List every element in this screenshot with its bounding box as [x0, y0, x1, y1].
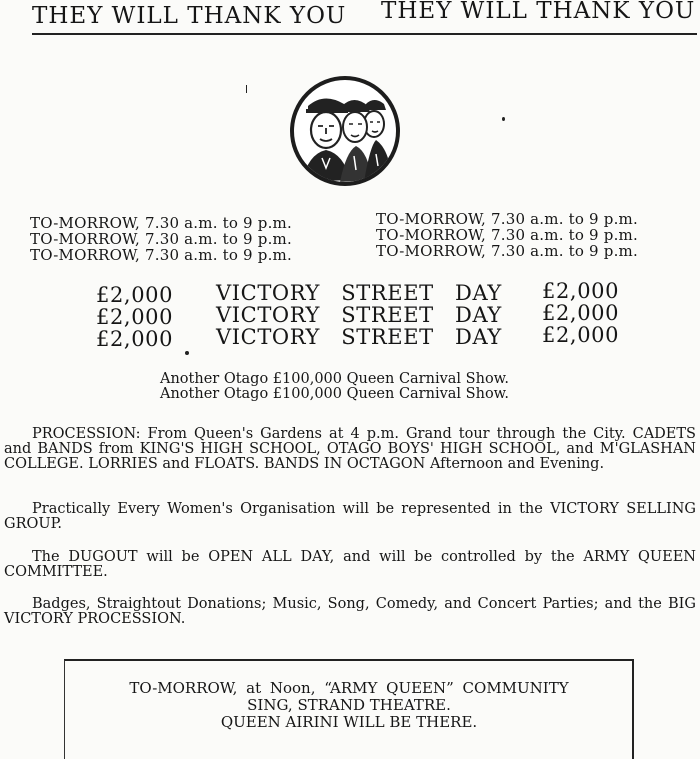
- notice-line: SING, STRAND THEATRE.: [247, 696, 451, 714]
- notice-line: QUEEN AIRINI WILL BE THERE.: [220, 713, 478, 731]
- ink-speck: [185, 351, 189, 355]
- schedule-line: TO-MORROW, 7.30 a.m. to 9 p.m.: [376, 226, 638, 244]
- schedule-right: [376, 211, 638, 259]
- victory-title: VICTORY STREET DAY: [216, 303, 502, 327]
- schedule-line: TO-MORROW, 7.30 a.m. to 9 p.m.: [30, 230, 292, 248]
- amount: £2,000: [96, 327, 174, 351]
- notice-line: TO-MORROW, at Noon, “ARMY QUEEN” COMMUNITY: [129, 679, 569, 697]
- victory-left-amounts: [96, 284, 173, 350]
- schedule-left: [30, 215, 292, 263]
- schedule-line: TO-MORROW, 7.30 a.m. to 9 p.m.: [30, 214, 292, 232]
- ink-speck: [246, 85, 247, 93]
- victory-title: VICTORY STREET DAY: [216, 325, 502, 349]
- schedule-line: TO-MORROW, 7.30 a.m. to 9 p.m.: [30, 246, 292, 264]
- header-rule: [32, 33, 697, 35]
- amount: £2,000: [96, 283, 174, 307]
- procession-paragraph: PROCESSION: From Queen's Gardens at 4 p.m. Grand tour through the City. CADETS and BANDS from KING'S HIGH SCHOOL, OTAGO BOYS' HIGH SCHOOL, and M'GLASHAN COLLEGE. LORRIES and FLOATS. BANDS IN OCTAGON Afternoon and Evening.: [4, 426, 696, 472]
- carnival-notice: [160, 372, 509, 402]
- amount: £2,000: [542, 301, 620, 325]
- victory-right-amounts: [542, 280, 619, 346]
- header-title-right: THEY WILL THANK YOU: [381, 0, 696, 24]
- soldiers-illustration: [294, 80, 396, 182]
- women-paragraph: Practically Every Women's Organisation will be represented in the VICTORY SELLING GROUP.: [4, 501, 696, 532]
- ink-speck: [502, 117, 505, 121]
- schedule-line: TO-MORROW, 7.30 a.m. to 9 p.m.: [376, 242, 638, 260]
- victory-title: VICTORY STREET DAY: [216, 281, 502, 305]
- community-sing-notice: [64, 680, 634, 731]
- amount: £2,000: [542, 279, 620, 303]
- dugout-paragraph: The DUGOUT will be OPEN ALL DAY, and will be controlled by the ARMY QUEEN COMMITTEE.: [4, 549, 696, 580]
- amount: £2,000: [96, 305, 174, 329]
- carnival-line: Another Otago £100,000 Queen Carnival Show.: [160, 386, 509, 402]
- carnival-line: Another Otago £100,000 Queen Carnival Show.: [160, 371, 509, 387]
- header: [0, 0, 700, 36]
- header-title-left: THEY WILL THANK YOU: [32, 3, 347, 29]
- schedule-line: TO-MORROW, 7.30 a.m. to 9 p.m.: [376, 210, 638, 228]
- badges-paragraph: Badges, Straightout Donations; Music, Song, Comedy, and Concert Parties; and the BIG VICTORY PROCESSION.: [4, 596, 696, 627]
- amount: £2,000: [542, 323, 620, 347]
- victory-titles: [216, 282, 502, 348]
- soldiers-emblem-icon: [290, 76, 400, 186]
